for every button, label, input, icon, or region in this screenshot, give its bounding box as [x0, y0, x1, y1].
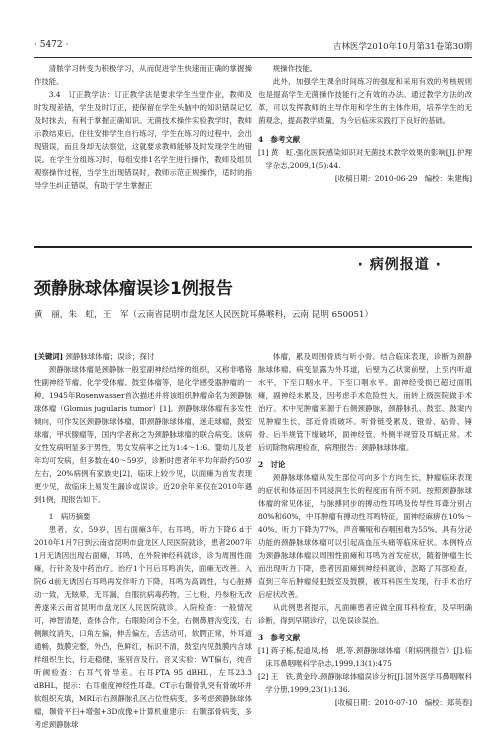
- top-left-column: [34, 62, 252, 192]
- paragraph: 3.4 订正教学法：订正教学法是要求学生当堂作业，教师及时发现差错，学生及时订正，使保留在学生头脑中的知识错误记忆及时抹去，有利于掌握正确知识。无菌技术操作实验教学时，教师示教结束后，住往安排学生自行练习，学生在练习的过程中，会出现错误，而且身却无法察觉，这就要求教师能够及时发现学生的错误。在学生分组练习时，每组安排1名学生进行操作，教师及组员观察操作过程，当学生出现错误时，教师示范正规操作，适时的指导学生纠正错误，有助于学生掌握正: [34, 90, 252, 190]
- article-title-band: [34, 246, 472, 336]
- received-date: [收稿日期：2010-06-29 编校：朱建梅]: [334, 174, 472, 183]
- references-heading: 4 参考文献: [258, 135, 301, 144]
- case-heading: 1 病历摘要: [48, 512, 91, 521]
- running-header: [34, 40, 472, 54]
- page-number: · 5472 ·: [34, 40, 69, 50]
- references-heading: 3 参考文献: [258, 633, 301, 642]
- paragraph: 颈静脉球体瘤是颈静脉一般室副神经结缔的组织，又称非嗜铬性副神经节瘤、化学受体瘤、鼓室体瘤等，是化学感受器肿瘤的一种。1945年Rosenwasser首次描述并将该组织肿瘤命名为颈静脉球体瘤（Glomus jugularis tumor）[1]。颈静脉球体瘤有多发性倾向，可作发区颈静脉球体瘤，即颈静脉球体瘤，迷走球瘤，鼓室球瘤，甲状腺瘤等，国内学者称之为颈静脉球瘤的联合病变。该病女性发病明显多于男性，男女发病率之比为1:4～1:6。婴幼儿及老年均可发病，但多数在40～59岁，诊断时患者年平均年龄约50岁左右，20%病例有家族史[2]，临床上较少见，以面瘫为首发表现更少见，故临床上易发生漏诊或误诊。近20余年来仅在2010年遇到1例，现报告如下。: [34, 365, 252, 504]
- paragraph: 颈静脉球体瘤从发生部位可向多个方向生长，肿瘤临床表现的症状和体征因不同浸润生长的程度而有所不同。按照颈静脉球体瘤的常见体征，与脉搏同步的搏动性耳鸣及传导性耳聋分别占80%和60%，中耳肿瘤有搏动性耳鸣特征，面神经麻痹在10%～40%。听力下降为77%，声音嘶哑和吞咽困难为55%。具有分泌功能的颈静脉球体瘤可以引起高血压头痛等临床症状。本例特点为颈静脉球体瘤以周围性面瘫和耳鸣为首发症状，随着肿瘤生长而出现听力下降，患者因面瘫到神经科就诊，忽略了耳部检查，直到三年后肿瘤侵犯鼓室及鼓膜，被耳科医生发现，行手术治疗后症状改善。: [258, 473, 472, 599]
- top-right-column: [258, 62, 472, 185]
- journal-name: 吉林医学2010年10月第31卷第30期: [332, 42, 472, 52]
- keywords-text: 颈静脉球体瘤；误诊；探讨: [65, 352, 155, 361]
- reference-item: [1] 黄 虹.强化医院感染知识对无菌技术教学效果的影响[J].护理学杂志,2009,1(5):44.: [258, 148, 472, 170]
- received-date: [收稿日期：2010-07-10 编校：郑英春]: [334, 698, 472, 707]
- section-rule: [34, 246, 472, 248]
- paragraph: 清脓学习转变为积极学习，从而促进学生快速而正确的掌握操作技能。: [34, 64, 252, 86]
- right-body-column: [258, 350, 472, 709]
- section-label: · 病例报道 ·: [357, 257, 442, 273]
- paragraph: 规操作技能。: [272, 64, 318, 73]
- authors-line: 黄 丽，朱 虹，王 军（云南省昆明市盘龙区人民医院耳鼻喉科，云南 昆明 650051）: [34, 310, 374, 320]
- paragraph: 患者，女，59岁，因右面瘫3年，右耳鸣，听力下降6 d于2010年1月7日到云南省昆明市盘龙区人民医院就诊，患者2007年1月无诱因出现右面瘫，耳鸣，在外院神经科就诊，诊为周围性面瘫，行针灸及中药治疗。治疗1个月后耳鸣消失，面瘫无改善。入院6 d前无诱因右耳鸣再发伴听力下降，耳鸣为高调性，与心脏搏动一致，无眩晕，无耳漏，自服抗病毒药物，三七粉，丹参粉无改善遂来云南省昆明市盘龙区人民医院就诊。入院检查：一般情况可，神智清楚，查体合作。右眼睑闭合不全，右侧鼻唇沟变浅，右侧额纹消失，口角左偏，伸舌偏左，舌活动可，软腭正常，外耳道通畅，鼓膜完整，外凸，色鲜红，标识不清，鼓室内见鼓膜内含球样组织生长，行走稳健，鉴别音及行。音叉实验：WT偏右，纯音听阈检查：右耳气骨导差。右耳PTA 95 dBHL，左耳23.3 dBHL，提示：右耳重度神经性耳聋。CT示右颞骨乳突有骨破坏并软组织充填，MRI示右颈静脉孔区占位性病变，多考虑颈静脉球体瘤，颞骨平扫+增强+3D成像+计算机重建示：右颞部骨病变，多考虑颈静脉球: [34, 525, 252, 729]
- paragraph: 体瘤，累及周围骨质与听小骨。结合临床表现，诊断为颈静脉球体瘤。病变显露为外耳道，后壁为乙状窦前壁，上至内听道水平，下至口咽水平。下至口咽水平。面神经受损已超过面肌瘫，副神经未累及，因考虑手术危险性大，而转上级医院做手术治疗。术中见肿瘤来源于右侧颈静脉，颈静脉孔、鼓室、鼓窦内见肿瘤生长，部近骨质破坏。听骨链受累及，镫骨、砧骨、锤骨、后半规管下缘破坏，面神经管、外侧半规管及耳蜗正常。术后切除物病理检查，病理报告：颈静脉球体瘤。: [258, 352, 472, 452]
- paragraph: 从此例患者提示，凡面瘫患者应做全面耳科检查，及早明确诊断，得到早期诊疗，以免误诊误治。: [258, 603, 472, 625]
- left-body-column: [34, 350, 252, 731]
- paragraph: 此外，加强学生课余时间练习的强度和采用有效的考核规则也是提高学生无菌操作技能行之有效的办法。通过教学方法的改革，可以发挥教师的主导作用和学生的主体作用，培养学生的无菌观念，提高教学质量，为今后临床实践打下良好的基础。: [258, 77, 472, 125]
- discussion-heading: 2 讨论: [258, 460, 286, 469]
- reference-item: [2] 王 铁,黄金玲.颈静脉球体瘤误诊分析[J].国外医学耳鼻咽喉科学分册,1999,23(1):136.: [258, 672, 472, 694]
- article-title: 颈静脉球体瘤误诊1例报告: [34, 279, 233, 299]
- keywords-label: [关键词]: [34, 352, 64, 361]
- keywords-line: [34, 350, 252, 363]
- reference-item: [1] 蒋子栋,倪道凤,杨 堪,等.颈静脉球体瘤（附病例报告）[J].临床耳鼻咽喉科学杂志,1999,13(1):475: [258, 646, 472, 668]
- header-rule: [34, 57, 472, 58]
